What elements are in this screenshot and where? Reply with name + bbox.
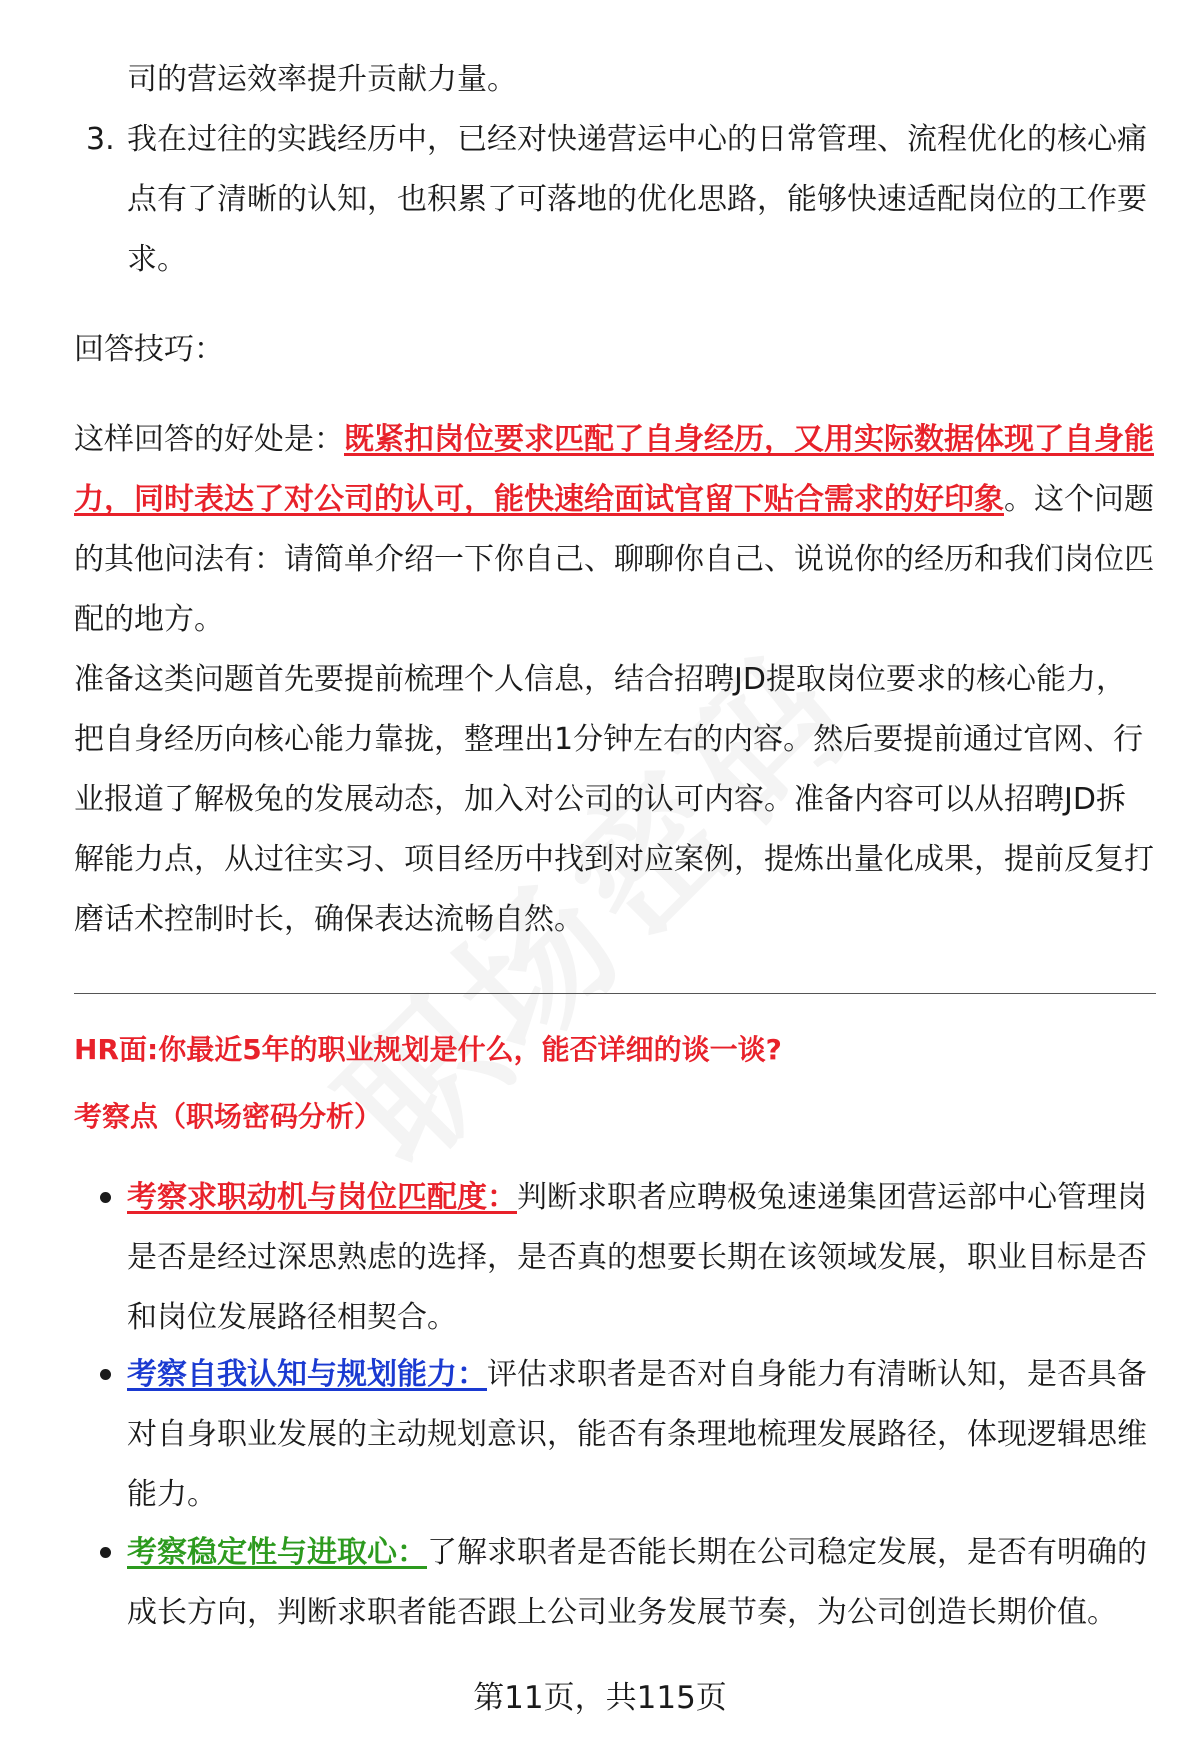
bullet-keyword: 考察自我认知与规划能力：: [127, 1357, 487, 1392]
page-footer: 第11页，共115页: [473, 1680, 727, 1716]
intro-continuation: 司的营运效率提升贡献力量。: [127, 62, 517, 97]
item-number: 3.: [86, 122, 115, 157]
bullet-dot: [100, 1547, 111, 1558]
benefit-prefix: 这样回答的好处是：: [74, 422, 344, 457]
bullet-dot: [100, 1192, 111, 1203]
bullet-dot: [100, 1369, 111, 1380]
benefit-highlight: 既紧扣岗位要求匹配了自身经历，又用实际数据体现了自身能力，同时表达了对公司的认可，能快速给面试官留下贴合需求的好印象: [74, 422, 1154, 517]
numbered-item-3: [74, 110, 1154, 290]
bullet-keyword: 考察求职动机与岗位匹配度：: [127, 1180, 517, 1215]
bullet-item: [74, 1523, 1154, 1643]
tips-label: 回答技巧：: [74, 332, 224, 367]
section-divider: [74, 993, 1156, 994]
benefit-suffix: 。这个问题的其他问法有：请简单介绍一下你自己、聊聊你自己、说说你的经历和我们岗位匹配的地方。: [74, 482, 1154, 637]
question-title: HR面:你最近5年的职业规划是什么，能否详细的谈一谈?: [74, 1033, 782, 1066]
benefit-paragraph: [74, 410, 1154, 650]
preparation-paragraph: 准备这类问题首先要提前梳理个人信息，结合招聘JD提取岗位要求的核心能力，把自身经历向核心能力靠拢，整理出1分钟左右的内容。然后要提前通过官网、行业报道了解极兔的发展动态，加入对公司的认可内容。准备内容可以从招聘JD拆解能力点，从过往实习、项目经历中找到对应案例，提炼出量化成果，提前反复打磨话术控制时长，确保表达流畅自然。: [74, 662, 1154, 937]
bullet-keyword: 考察稳定性与进取心：: [127, 1535, 427, 1570]
item-text: 我在过往的实践经历中，已经对快递营运中心的日常管理、流程优化的核心痛点有了清晰的认知，也积累了可落地的优化思路，能够快速适配岗位的工作要求。: [127, 122, 1147, 277]
bullet-text: 了解求职者是否能长期在公司稳定发展，是否有明确的成长方向，判断求职者能否跟上公司业务发展节奏，为公司创造长期价值。: [127, 1535, 1147, 1630]
focus-title: 考察点（职场密码分析）: [74, 1100, 383, 1133]
bullet-text: 判断求职者应聘极兔速递集团营运部中心管理岗是否是经过深思熟虑的选择，是否真的想要长期在该领域发展，职业目标是否和岗位发展路径相契合。: [127, 1180, 1147, 1335]
bullet-item: [74, 1345, 1154, 1525]
bullet-item: [74, 1168, 1154, 1348]
bullet-text: 评估求职者是否对自身能力有清晰认知，是否具备对自身职业发展的主动规划意识，能否有条理地梳理发展路径，体现逻辑思维能力。: [127, 1357, 1147, 1512]
